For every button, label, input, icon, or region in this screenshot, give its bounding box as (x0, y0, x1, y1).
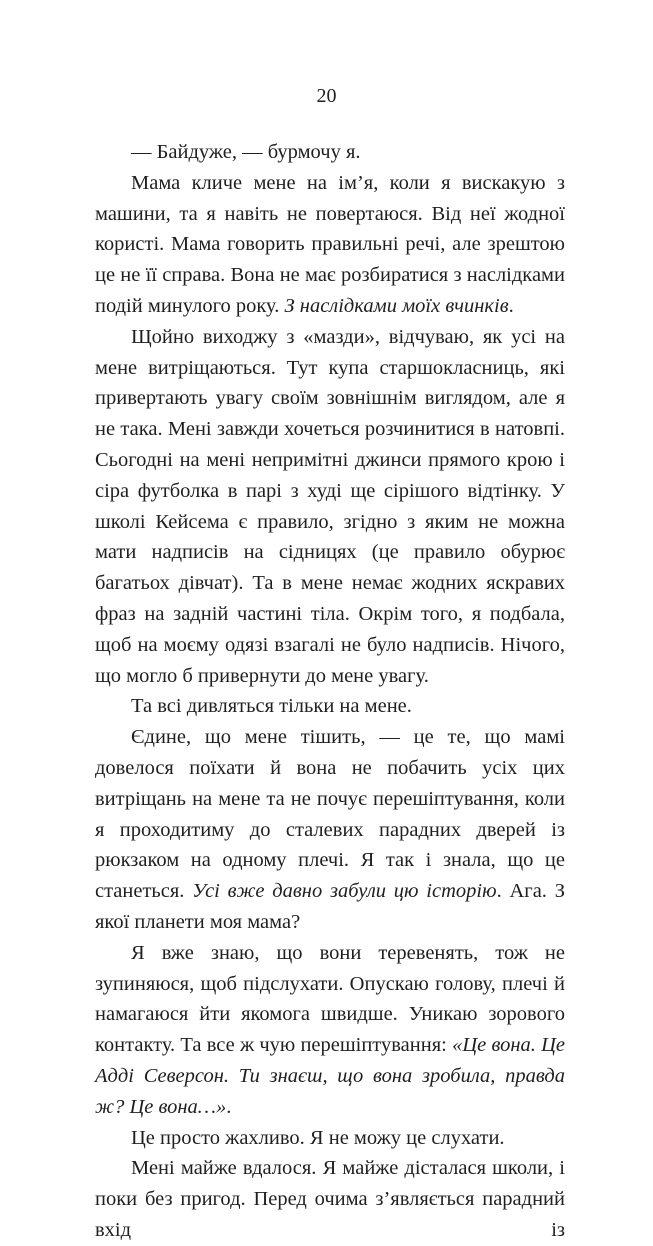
paragraph-1: — Байдуже, — бурмочу я. (131, 141, 361, 163)
paragraph-8: Мені майже вдалося. Я майже дісталася школи, і поки без пригод. Перед очима з’являється парадний вхід із (95, 1157, 565, 1241)
page-number: 20 (316, 85, 337, 107)
paragraph-2: Мама кличе мене на ім’я, коли я вискакую з машини, та я навіть не повертаюся. Від неї жодної користі. Мама говорить правильні речі, але зрештою це не її справа. Вона не має розбиратися з наслідками подій минулого року. З наслідками моїх вчинків. (95, 171, 565, 317)
paragraph-3: Щойно виходжу з «мазди», відчуваю, як усі на мене витріщаються. Тут купа старшокласниць, які привертають увагу своїм зовнішнім виглядом, але я не така. Мені завжди хочеться розчинитися в натовпі. Сьогодні на мені непримітні джинси прямого крою і сіра футболка в парі з худі ще сірішого відтінку. У школі Кейсема є правило, згідно з яким не можна мати надписів на сідницях (це правило обурює багатьох дівчат). Та в мене немає жодних яскравих фраз на задній частині тіла. Окрім того, я подбала, щоб на моєму одязі взагалі не було надписів. Нічого, що могло б привернути до мене увагу. (95, 325, 565, 687)
paragraph-6: Я вже знаю, що вони теревенять, тож не зупиняюся, щоб підслухати. Опускаю голову, плечі й намагаюся йти якомога швидше. Уникаю зорового контакту. Та все ж чую перешіптування: «Це вона. Це Адді Северсон. Ти знаєш, що вона зробила, правда ж? Це вона…». (95, 941, 565, 1118)
body-text (95, 137, 565, 1246)
italic-phrase: З наслідками моїх вчинків (284, 294, 509, 317)
paragraph-7: Це просто жахливо. Я не можу це слухати. (131, 1126, 505, 1149)
italic-quote: «Це вона. Це Адді Северсон. Ти знаєш, що вона зробила, правда ж? Це вона…» (95, 1034, 565, 1118)
paragraph-5: Єдине, що мене тішить, — це те, що мамі довелося поїхати й вона не побачить усіх цих витріщань на мене та не почує перешіптування, коли я проходитиму до сталевих парадних дверей із рюкзаком на одному плечі. Я так і знала, що це станеться. Усі вже давно забули цю історію. Ага. З якої планети моя мама? (95, 726, 565, 933)
italic-phrase: Усі вже давно забули цю історію (192, 880, 497, 903)
paragraph-4: Та всі дивляться тільки на мене. (131, 695, 412, 718)
